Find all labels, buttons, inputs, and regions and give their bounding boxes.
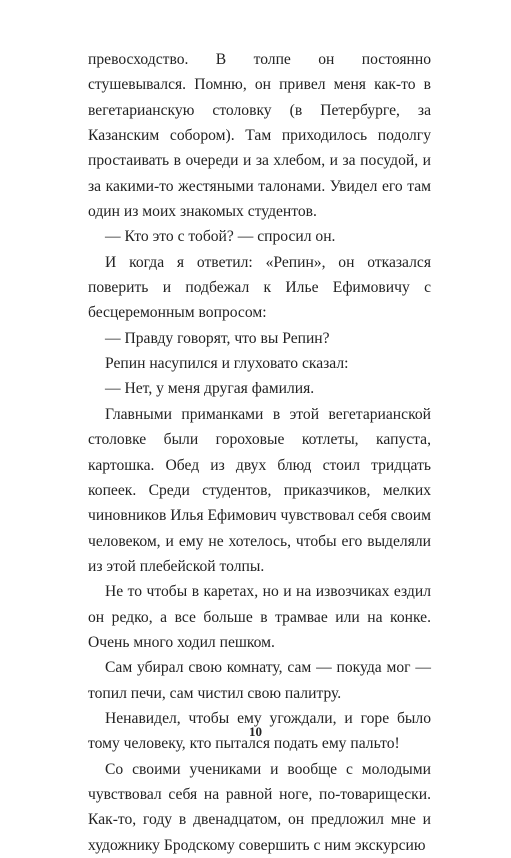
paragraph: превосходство. В толпе он постоянно стушевывался. Помню, он привел меня как-то в вегетарианскую столовку (в Петербурге, за Казанским собором). Там приходилось подолгу простаивать в очереди и за хлебом, и за посудой, и за какими-то жестяными талонами. Увидел его там один из моих знакомых студентов. — [88, 51, 431, 221]
paragraph: — Нет, у меня другая фамилия. — [105, 380, 315, 398]
paragraph: — Кто это с тобой? — спросил он. — [105, 228, 336, 246]
page-number: 10 — [249, 724, 262, 739]
paragraph: Репин насупился и глуховато сказал: — [105, 355, 349, 373]
paragraph: — Правду говорят, что вы Репин? — [105, 329, 330, 347]
paragraph: Не то чтобы в каретах, но и на извозчиках ездил он редко, а все больше в трамвае или на конке. Очень много ходил пешком. — [88, 583, 431, 651]
paragraph: Сам убирал свою комнату, сам — покуда мог — топил печи, сам чистил свою палитру. — [88, 659, 431, 702]
paragraph: Главными приманками в этой вегетарианской столовке были гороховые котлеты, капуста, картошка. Обед из двух блюд стоил тридцать копеек. Среди студентов, приказчиков, мелких чиновников Илья Ефимович чувствовал себя своим человеком, и ему не хотелось, чтобы его выделяли из этой плебейской толпы. — [88, 405, 431, 575]
paragraph: Со своими учениками и вообще с молодыми чувствовал себя на равной ноге, по-товарищески. Как-то, году в двенадцатом, он предложил мне и художнику Бродскому совершить с ним экскурсию — [88, 760, 431, 854]
paragraph: Ненавидел, чтобы ему угождали, и горе было тому человеку, кто пытался подать ему пальто! — [88, 709, 431, 753]
paragraph: И когда я ответил: «Репин», он отказался поверить и подбежал к Илье Ефимовичу с бесцеремонным вопросом: — [88, 253, 431, 322]
